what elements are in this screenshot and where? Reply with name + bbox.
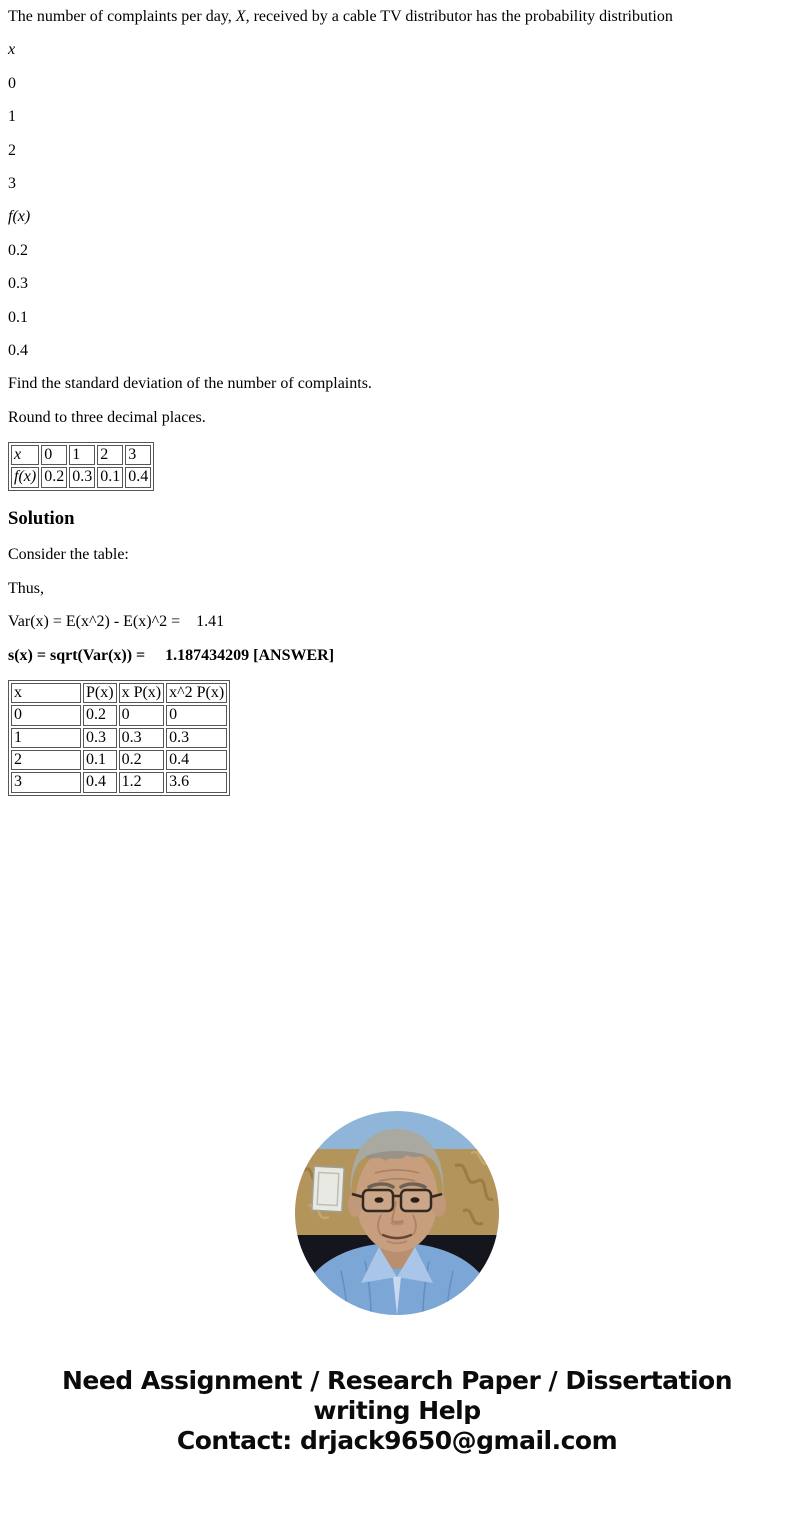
distribution-value-line: 0.2: [8, 241, 28, 259]
answer-line: s(x) = sqrt(Var(x)) = 1.187434209 [ANSWER]: [8, 646, 335, 664]
distribution-table-row: [11, 467, 151, 487]
variance-line: Var(x) = E(x^2) - E(x)^2 = 1.41: [8, 613, 225, 631]
find-instruction: Find the standard deviation of the number of complaints.: [8, 375, 372, 393]
calc-table-cell: 3: [11, 772, 81, 792]
calc-table-cell: 1.2: [119, 772, 165, 792]
problem-statement-post: , received by a cable TV distributor has the probability distribution: [245, 8, 673, 25]
calc-table-row: [11, 750, 227, 770]
calc-table-header-row: [11, 683, 227, 703]
distribution-table-cell: 0.1: [97, 467, 123, 487]
distribution-table: [8, 442, 154, 491]
distribution-value-line: 0.4: [8, 341, 28, 359]
distribution-value-line: 1: [8, 108, 16, 126]
distribution-table-cell: x: [11, 445, 39, 465]
distribution-value-line: 0.1: [8, 308, 28, 326]
calc-table-cell: 1: [11, 728, 81, 748]
distribution-table-cell: 0: [41, 445, 67, 465]
calc-table-cell: 0: [166, 705, 227, 725]
distribution-table-cell: 0.3: [69, 467, 95, 487]
distribution-table-cell: 3: [125, 445, 151, 465]
thus-text: Thus,: [8, 579, 44, 597]
calc-table-header-cell: x: [11, 683, 81, 703]
footer-ad: [8, 1366, 786, 1456]
calc-table-row: [11, 772, 227, 792]
distribution-table-cell: f(x): [11, 467, 39, 487]
footer-line2: writing Help: [313, 1396, 481, 1426]
calc-table-cell: 0.3: [83, 728, 117, 748]
distribution-table-row: [11, 445, 151, 465]
distribution-table-cell: 2: [97, 445, 123, 465]
distribution-value-line: f(x): [8, 208, 31, 226]
random-variable-x: X: [235, 8, 246, 25]
distribution-table-cell: 1: [69, 445, 95, 465]
calc-table-cell: 0.2: [83, 705, 117, 725]
calc-table-header-cell: P(x): [83, 683, 117, 703]
footer-contact: Contact: drjack9650@gmail.com: [176, 1426, 618, 1456]
distribution-value-line: 0.3: [8, 275, 28, 293]
calc-table-cell: 0.3: [166, 728, 227, 748]
calculation-table: [8, 680, 230, 796]
distribution-values-list: [8, 41, 786, 360]
footer-line1: Need Assignment / Research Paper / Dissertation: [61, 1366, 733, 1396]
calc-table-cell: 0.4: [83, 772, 117, 792]
distribution-table-cell: 0.2: [41, 467, 67, 487]
calc-table-header-cell: x P(x): [119, 683, 165, 703]
distribution-value-line: x: [8, 41, 16, 59]
avatar-container: [8, 1111, 786, 1320]
calc-table-cell: 3.6: [166, 772, 227, 792]
calc-table-cell: 0.4: [166, 750, 227, 770]
calc-table-cell: 0.1: [83, 750, 117, 770]
calc-table-cell: 0: [11, 705, 81, 725]
tutor-portrait-photo: [295, 1111, 499, 1315]
distribution-value-line: 2: [8, 141, 16, 159]
blank-space: [8, 811, 786, 1111]
calc-table-cell: 0.2: [119, 750, 165, 770]
consider-text: Consider the table:: [8, 546, 129, 564]
solution-heading: Solution: [8, 507, 75, 529]
distribution-value-line: 0: [8, 74, 16, 92]
calc-table-row: [11, 728, 227, 748]
calc-table-cell: 0: [119, 705, 165, 725]
calc-table-row: [11, 705, 227, 725]
calc-table-cell: 0.3: [119, 728, 165, 748]
problem-statement-pre: The number of complaints per day,: [8, 8, 236, 25]
calc-table-header-cell: x^2 P(x): [166, 683, 227, 703]
distribution-value-line: 3: [8, 174, 16, 192]
distribution-table-cell: 0.4: [125, 467, 151, 487]
problem-statement: [8, 8, 786, 26]
calc-table-cell: 2: [11, 750, 81, 770]
round-instruction: Round to three decimal places.: [8, 408, 206, 426]
